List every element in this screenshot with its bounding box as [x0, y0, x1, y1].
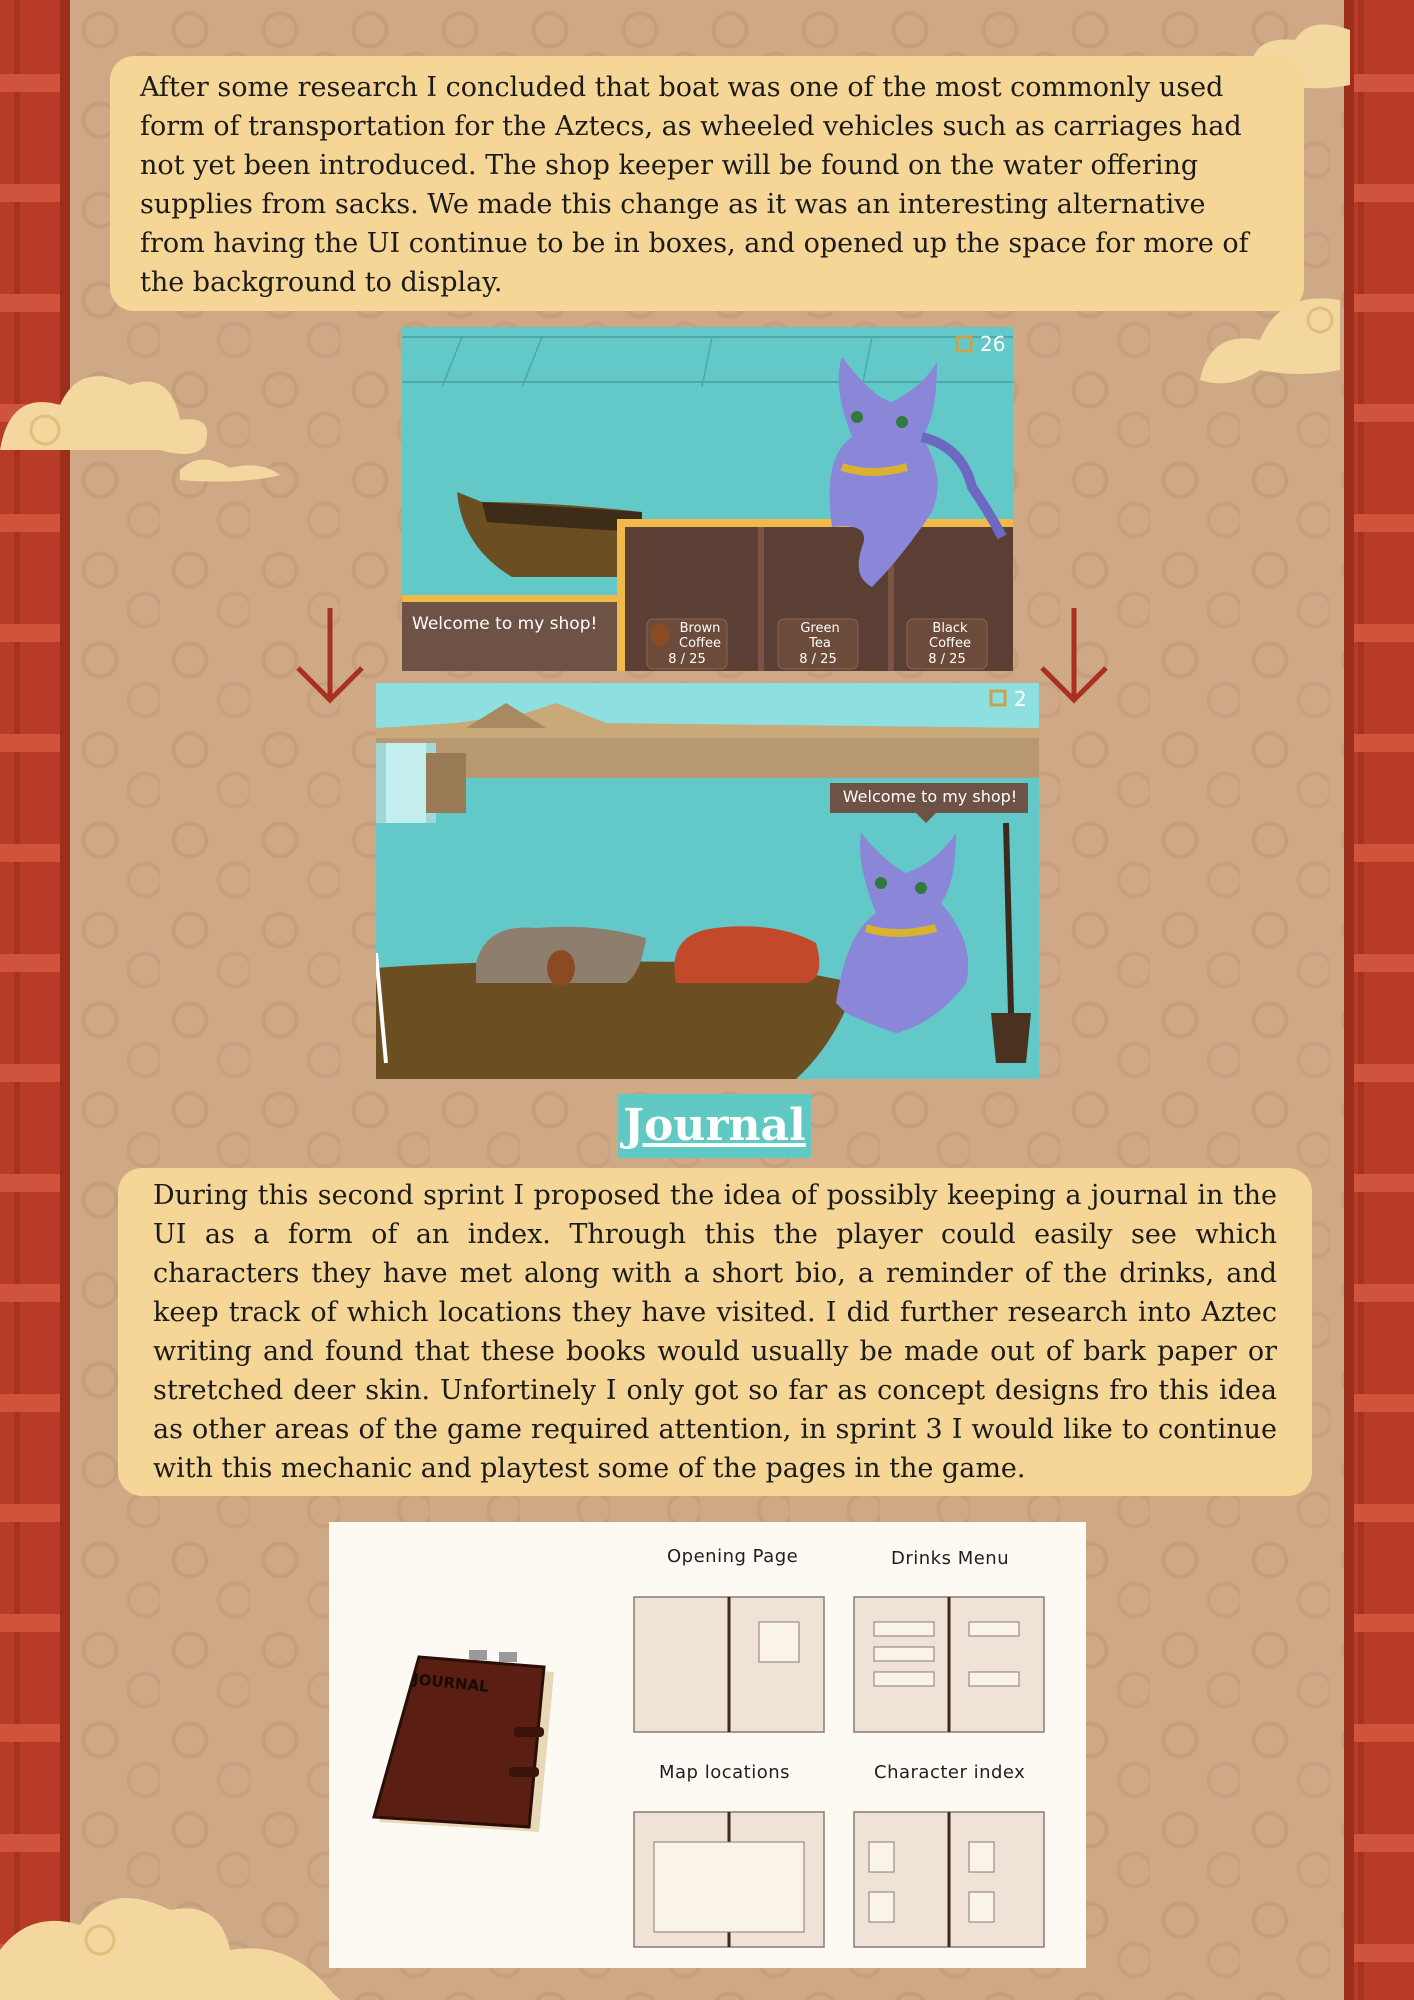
- journal-concept-image: [329, 1522, 1086, 1968]
- new-shop-scene: [376, 683, 1039, 1079]
- cloud-left-decoration: [0, 350, 290, 500]
- journal-heading: Journal: [618, 1094, 811, 1158]
- journal-paragraph: During this second sprint I proposed the idea of possibly keeping a journal in the UI as a form of an index. Through this the player could easily see which characters they have met along with a short bio, a reminder of the drinks, and keep track of which locations they have visited. I did further research into Aztec writing and found that these books would usually be made out of bark paper or stretched deer skin. Unfortinely I only got so far as concept designs fro this idea as other areas of the game required attention, in sprint 3 I would like to continue with this mechanic and playtest some of the pages in the game.: [153, 1180, 1277, 1484]
- boats-paragraph-box: [110, 56, 1304, 311]
- right-border-stripe: [1344, 0, 1354, 2000]
- right-aztec-border: [1344, 0, 1414, 2000]
- journal-cover-text: JOURNAL: [412, 1670, 490, 1696]
- journal-paragraph-box: [118, 1168, 1312, 1496]
- cloud-bottom-left-decoration: [0, 1880, 360, 2000]
- old-shop-screenshot: [402, 327, 1013, 671]
- old-shop-item-stock: 8 / 25: [668, 652, 706, 667]
- new-shop-welcome-text: Welcome to my shop!: [842, 787, 1018, 806]
- old-shop-item-stock: 8 / 25: [799, 652, 837, 667]
- new-shop-coin-count: 2: [1014, 687, 1027, 711]
- boats-paragraph: After some research I concluded that boat was one of the most commonly used form of transportation for the Aztecs, as wheeled vehicles such as carriages had not yet been introduced. The shop keeper will be found on the water offering supplies from sacks. We made this change as it was an interesting alternative from having the UI continue to be in boxes, and opened up the space for more of the background to display.: [140, 72, 1249, 298]
- new-shop-screenshot: [376, 683, 1039, 1079]
- left-border-stripe: [60, 0, 70, 2000]
- old-shop-item-name: Green Tea: [800, 621, 840, 651]
- opening-page-label: Opening Page: [667, 1546, 799, 1567]
- character-index-label: Character index: [874, 1762, 1026, 1783]
- old-shop-coin-count: 26: [980, 332, 1006, 356]
- old-shop-welcome-text: Welcome to my shop!: [412, 614, 598, 634]
- down-arrow-left-icon: [290, 603, 370, 713]
- old-shop-item-name: Black Coffee: [929, 621, 971, 651]
- journal-concept-art: [329, 1522, 1086, 1968]
- map-locations-label: Map locations: [659, 1762, 791, 1783]
- down-arrow-right-icon: [1034, 603, 1114, 713]
- drinks-menu-label: Drinks Menu: [891, 1548, 1010, 1569]
- old-shop-item-name: Brown Coffee: [679, 621, 721, 651]
- old-shop-item-stock: 8 / 25: [928, 652, 966, 667]
